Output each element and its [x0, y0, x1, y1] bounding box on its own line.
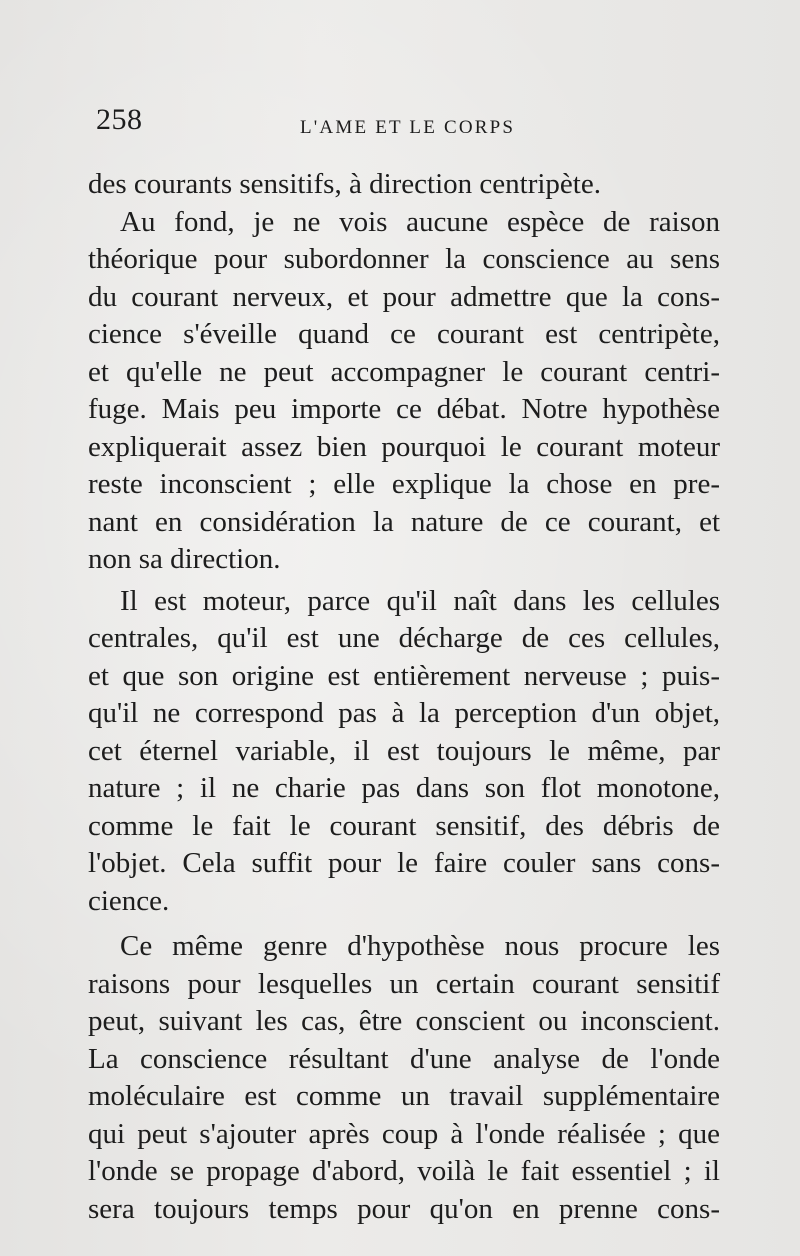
text-line: Il est moteur, parce qu'il naît dans les cellules [120, 584, 720, 617]
text-line: et qu'elle ne peut accompagner le courant centri- [88, 355, 720, 388]
text-line: l'onde se propage d'abord, voilà le fait essentiel ; il [88, 1155, 720, 1187]
text-line: non sa direction. [88, 543, 281, 575]
text-line: qu'il ne correspond pas à la perception d'un objet, [88, 697, 720, 729]
running-head: L'AME ET LE CORPS [300, 117, 516, 138]
text-line: moléculaire est comme un travail supplémentaire [88, 1080, 720, 1112]
text-line: théorique pour subordonner la conscience au sens [88, 243, 720, 275]
text-line: expliquerait assez bien pourquoi le courant moteur [88, 430, 720, 463]
text-line: des courants sensitifs, à direction centripète. [88, 168, 601, 200]
text-line: fuge. Mais peu importe ce débat. Notre hypothèse [88, 393, 720, 425]
text-line: raisons pour lesquelles un certain courant sensitif [88, 967, 720, 1000]
text-line: cet éternel variable, il est toujours le même, par [88, 734, 720, 767]
text-line: cience. [88, 884, 170, 917]
text-line: du courant nerveux, et pour admettre que la cons- [88, 280, 720, 313]
text-line: comme le fait le courant sensitif, des débris de [88, 809, 720, 842]
text-line: reste inconscient ; elle explique la chose en pre- [88, 468, 720, 500]
text-line: centrales, qu'il est une décharge de ces cellules, [88, 622, 720, 654]
body-text [88, 166, 720, 1228]
text-line: et que son origine est entièrement nerveuse ; puis- [88, 659, 720, 692]
text-line: nature ; il ne charie pas dans son flot monotone, [88, 772, 720, 804]
text-line: sera toujours temps pour qu'on en prenne cons- [88, 1192, 720, 1225]
text-line: qui peut s'ajouter après coup à l'onde réalisée ; que [88, 1117, 720, 1150]
text-line: La conscience résultant d'une analyse de l'onde [88, 1042, 720, 1075]
text-line: l'objet. Cela suffit pour le faire couler sans cons- [88, 847, 720, 879]
text-line: cience s'éveille quand ce courant est centripète, [88, 318, 720, 350]
text-line: peut, suivant les cas, être conscient ou inconscient. [88, 1005, 720, 1037]
text-line: Au fond, je ne vois aucune espèce de raison [120, 205, 720, 238]
text-line: nant en considération la nature de ce courant, et [88, 505, 720, 538]
text-line: Ce même genre d'hypothèse nous procure les [120, 930, 720, 962]
page-header [96, 103, 736, 143]
page-number: 258 [96, 103, 143, 136]
